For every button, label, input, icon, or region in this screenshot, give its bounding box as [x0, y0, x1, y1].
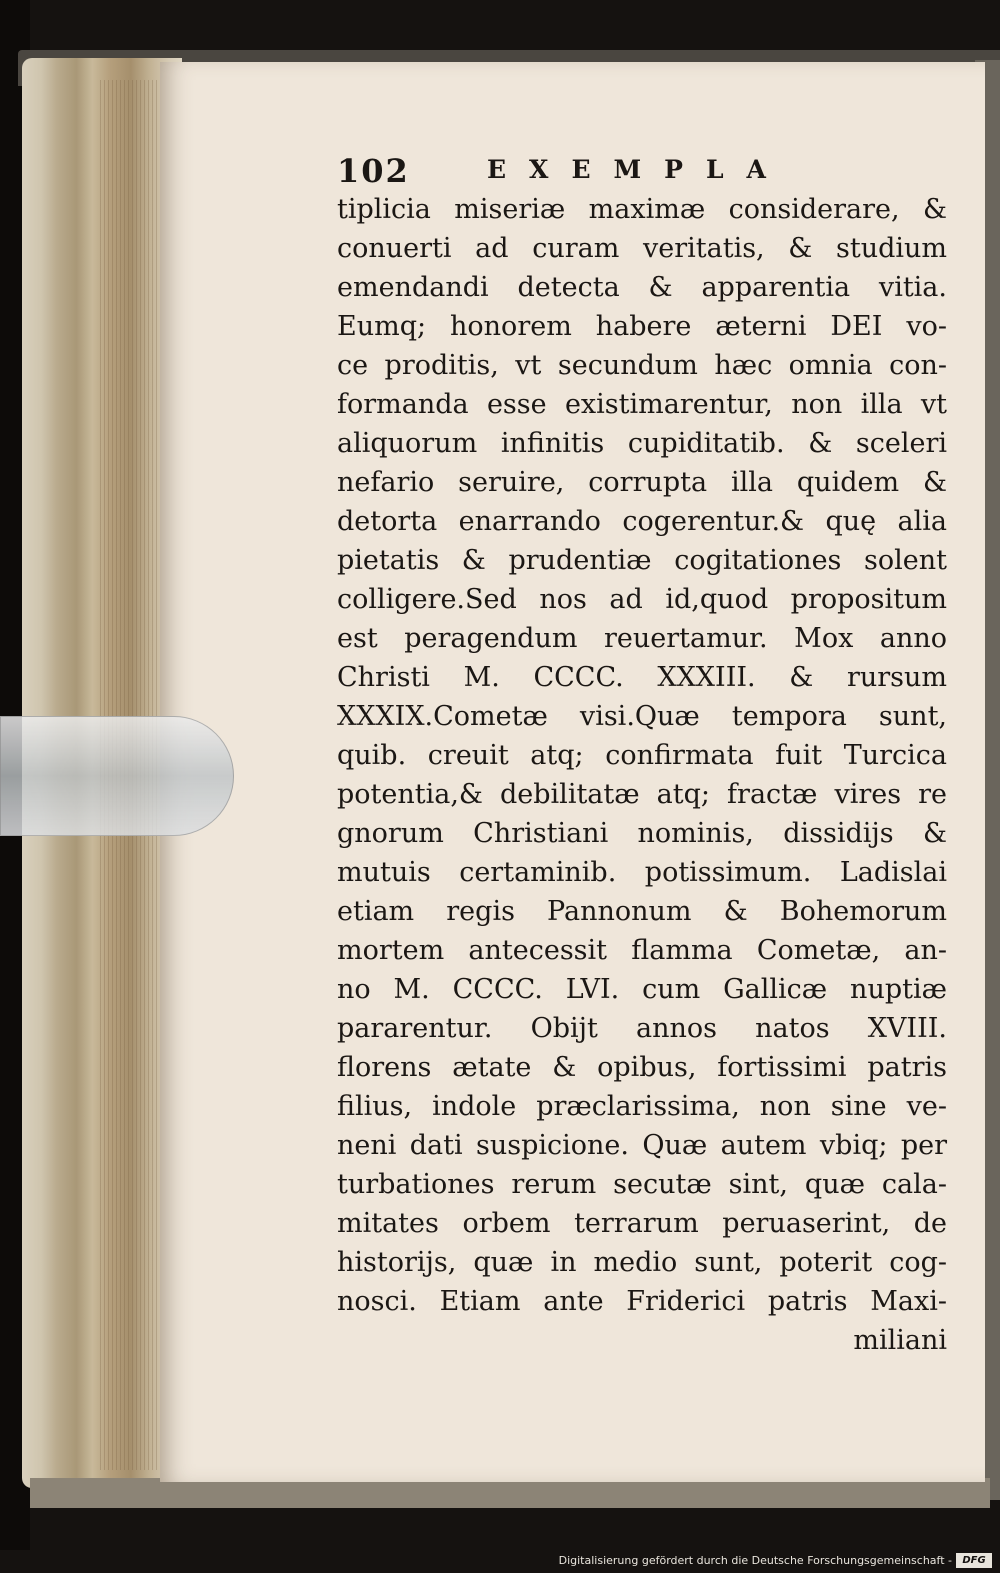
text-line: filius, indole præclarissima, non sine ve- — [337, 1091, 947, 1122]
text-line: XXXIX.Cometæ visi.Quæ tempora sunt, — [337, 701, 947, 732]
funding-credit: Digitalisierung gefördert durch die Deutsche Forschungsgemeinschaft - — [558, 1554, 952, 1567]
text-line: etiam regis Pannonum & Bohemorum — [337, 896, 947, 927]
text-line: gnorum Christiani nominis, dissidijs & — [337, 818, 947, 849]
page-header — [337, 152, 837, 192]
text-line: turbationes rerum secutæ sint, quæ cala- — [337, 1169, 947, 1200]
text-line: ce proditis, vt secundum hæc omnia con- — [337, 350, 947, 381]
running-title: EXEMPLA — [487, 155, 789, 184]
text-line: no M. CCCC. LVI. cum Gallicæ nuptiæ — [337, 974, 947, 1005]
text-line: est peragendum reuertamur. Mox anno — [337, 623, 947, 654]
text-line: potentia,& debilitatæ atq; fractæ vires re — [337, 779, 947, 810]
text-line: mutuis certaminib. potissimum. Ladislai — [337, 857, 947, 888]
text-line: nosci. Etiam ante Friderici patris Maxi- — [337, 1286, 947, 1317]
dfg-logo: DFG — [956, 1553, 992, 1568]
page-text — [337, 190, 947, 1360]
text-line: mitates orbem terrarum peruaserint, de — [337, 1208, 947, 1239]
text-line: pararentur. Obijt annos natos XVIII. — [337, 1013, 947, 1044]
text-line: neni dati suspicione. Quæ autem vbiq; per — [337, 1130, 947, 1161]
text-line: historijs, quæ in medio sunt, poterit cog- — [337, 1247, 947, 1278]
text-line: Eumq; honorem habere æterni DEI vo- — [337, 311, 947, 342]
footer-bar — [0, 1550, 1000, 1573]
text-line: florens ætate & opibus, fortissimi patris — [337, 1052, 947, 1083]
text-line: quib. creuit atq; confirmata fuit Turcica — [337, 740, 947, 771]
text-line: mortem antecessit flamma Cometæ, an- — [337, 935, 947, 966]
text-line: emendandi detecta & apparentia vitia. — [337, 272, 947, 303]
page-bottom-edge — [30, 1478, 990, 1508]
catchword: miliani — [853, 1325, 947, 1356]
text-line: nefario seruire, corrupta illa quidem & — [337, 467, 947, 498]
text-line: detorta enarrando cogerentur.& quę alia — [337, 506, 947, 537]
text-line: tiplicia miseriæ maximæ considerare, & — [337, 194, 947, 225]
text-line: conuerti ad curam veritatis, & studium — [337, 233, 947, 264]
text-line: pietatis & prudentiæ cogitationes solent — [337, 545, 947, 576]
text-line: formanda esse existimarentur, non illa vt — [337, 389, 947, 420]
text-line: Christi M. CCCC. XXXIII. & rursum — [337, 662, 947, 693]
text-line: aliquorum infinitis cupiditatib. & sceleri — [337, 428, 947, 459]
page-clip — [0, 716, 234, 836]
text-line: colligere.Sed nos ad id,quod propositum — [337, 584, 947, 615]
page-number: 102 — [337, 152, 410, 190]
